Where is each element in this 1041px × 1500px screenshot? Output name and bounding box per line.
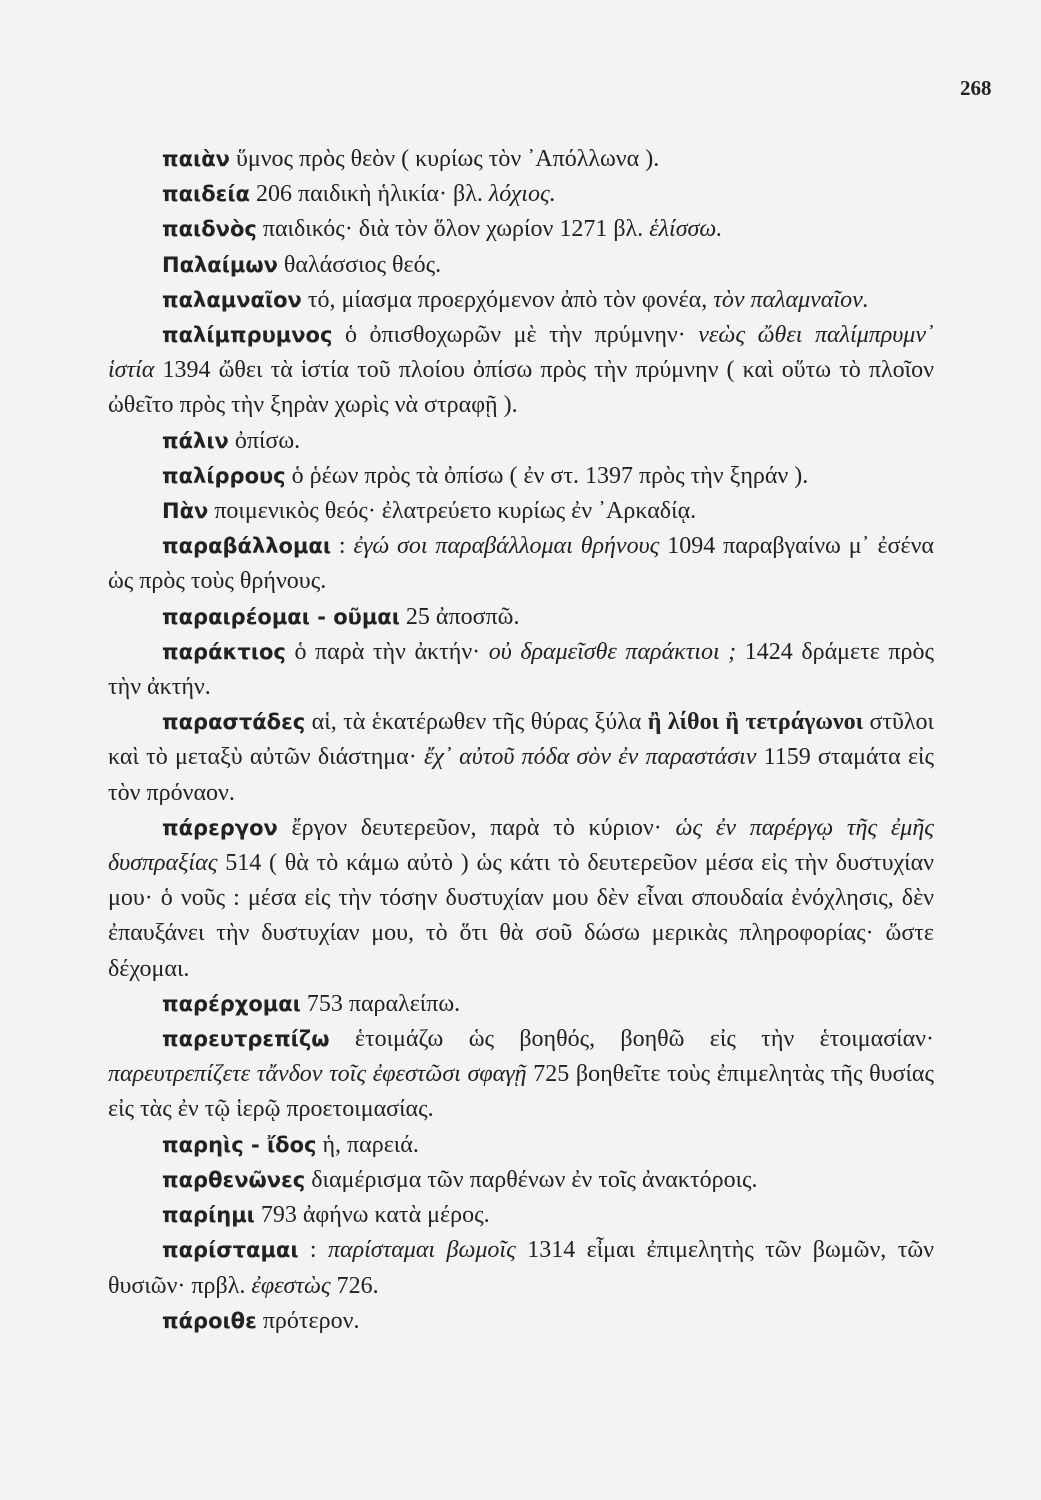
entry-headword: παιὰν — [162, 147, 230, 171]
glossary-entry — [108, 177, 934, 212]
citation-text: παρίσταμαι βωμοῖς — [327, 1237, 516, 1264]
glossary-entry — [108, 987, 934, 1022]
citation-text: λόχιος. — [488, 181, 556, 208]
glossary-entry — [108, 212, 934, 247]
glossary-entry — [108, 1304, 934, 1339]
definition-text: πρότερον. — [256, 1307, 360, 1334]
glossary-entry — [108, 1163, 934, 1198]
definition-text: ποιμενικὸς θεός· ἐλατρεύετο κυρίως ἐν ᾿Αρκαδίᾳ. — [208, 498, 697, 525]
definition-text: διαμέρισμα τῶν παρθένων ἐν τοῖς ἀνακτόροις. — [305, 1166, 758, 1193]
entry-headword: παρίημι — [162, 1203, 255, 1228]
definition-text: ὕμνος πρὸς θεὸν ( κυρίως τὸν ᾿Απόλλωνα ). — [229, 146, 660, 172]
citation-text: ἔχ᾿ αὐτοῦ πόδα σὸν ἐν παραστάσιν — [423, 744, 757, 771]
glossary-entry — [108, 494, 934, 529]
entry-headword: παράκτιος — [162, 639, 286, 664]
page-number: 268 — [960, 76, 992, 100]
citation-text: ἑλίσσω. — [649, 216, 723, 243]
glossary-entry — [108, 811, 934, 987]
definition-text: 25 ἀποσπῶ. — [399, 603, 520, 630]
citation-text: τὸν παλαμναῖον. — [713, 286, 869, 313]
citation-text: ἐφεστὼς — [251, 1272, 331, 1299]
glossary-entry — [108, 1233, 934, 1303]
definition-text: 1159 σταμάτα εἰς τὸν πρόναον. — [108, 744, 934, 806]
citation-text: ἐγώ σοι παραβάλλομαι θρήνους — [353, 533, 660, 560]
entry-headword: πάροιθε — [162, 1308, 257, 1333]
glossary-entry — [108, 142, 934, 177]
glossary-entry — [108, 248, 934, 283]
definition-text: 1314 εἶμαι ἐπιμελητὴς τῶν βωμῶν, τῶν θυσιῶν· πρβλ. — [108, 1237, 934, 1299]
entry-headword: παλαμναῖον — [162, 287, 302, 312]
entry-headword: πάρεργον — [162, 815, 278, 840]
definition-text: 725 βοηθεῖτε τοὺς ἐπιμελητὰς τῆς θυσίας εἰς τὰς ἐν τῷ ἱερῷ προετοιμασίας. — [108, 1061, 934, 1123]
entry-headword: παραβάλλομαι — [162, 534, 332, 559]
definition-text: 726. — [330, 1272, 379, 1299]
glossary-entry — [108, 705, 934, 811]
citation-text: παρευτρεπίζετε τἄνδον τοῖς ἐφεστῶσι σφαγῇ — [108, 1061, 527, 1088]
definition-text: 1424 δράμετε πρὸς τὴν ἀκτήν. — [108, 638, 935, 701]
entry-headword: Παλαίμων — [162, 252, 278, 277]
glossary-entry — [108, 635, 934, 705]
entry-headword: παιδεία — [162, 182, 250, 207]
glossary-entry — [108, 1022, 934, 1128]
entry-headword: παιδνὸς — [162, 217, 257, 242]
entry-headword: παλίμπρυμνος — [162, 323, 333, 348]
entry-headword: παρευτρεπίζω — [162, 1027, 330, 1052]
definition-text: στῦλοι καὶ τὸ μεταξὺ αὐτῶν διάστημα· — [108, 709, 935, 771]
definition-text: : — [331, 533, 354, 560]
glossary-entry — [108, 424, 934, 459]
entry-headword: παρέρχομαι — [162, 991, 301, 1016]
definition-text: αἱ, τὰ ἑκατέρωθεν τῆς θύρας ξύλα — [305, 709, 648, 736]
definition-text: : — [298, 1237, 328, 1264]
definition-text: 514 ( θὰ τὸ κάμω αὐτὸ ) ὡς κάτι τὸ δευτερεῦον μέσα εἰς τὴν δυστυχίαν μου· ὁ νοῦς : μέσα εἰς τὴν τόσην δυστυχίαν μου δὲν εἶναι σπουδαία ἐνόχλησις, δὲν ἐπαυξάνει τὴν δυστυχίαν μου, τὸ ὅτι θὰ σοῦ δώσω μερικὰς πληροφορίας· ὥστε δέχομαι. — [108, 850, 934, 982]
citation-text: οὐ δραμεῖσθε παράκτιοι ; — [488, 638, 737, 665]
glossary-entry — [108, 1198, 934, 1233]
entry-headword: παλίρρους — [162, 463, 286, 488]
glossary-entry — [108, 529, 934, 599]
definition-text: ὁ παρὰ τὴν ἀκτήν· — [285, 638, 489, 665]
definition-text: ὀπίσω. — [228, 427, 301, 454]
definition-text: 1094 παραβγαίνω μ᾿ ἐσένα ὡς πρὸς τοὺς θρήνους. — [108, 533, 934, 595]
entry-headword: πάλιν — [162, 428, 229, 453]
entry-headword: παραιρέομαι - οῦμαι — [162, 604, 400, 629]
entry-headword: παρηὶς - ἴδος — [162, 1132, 317, 1157]
entry-headword: παρίσταμαι — [162, 1238, 299, 1263]
definition-text: τό, μίασμα προερχόμενον ἀπὸ τὸν φονέα, — [301, 286, 714, 313]
definition-text: 206 παιδικὴ ἡλικία· βλ. — [249, 181, 489, 208]
glossary-entry — [108, 318, 934, 424]
definition-text: θαλάσσιος θεός. — [277, 251, 442, 278]
definition-text: ἡ, παρειά. — [316, 1131, 419, 1158]
citation-text: ὡς ἐν παρέργῳ τῆς ἐμῆς δυσπραξίας — [108, 814, 934, 877]
entry-headword: παραστάδες — [162, 710, 306, 735]
definition-text: ὁ ὀπισθοχωρῶν μὲ τὴν πρύμνην· — [332, 322, 699, 349]
definition-text: παιδικός· διὰ τὸν ὅλον χωρίον 1271 βλ. — [256, 216, 650, 243]
entry-headword: Πὰν — [162, 499, 209, 524]
emphasis-text: ἢ λίθοι ἢ τετράγωνοι — [647, 709, 864, 736]
glossary-entry — [108, 283, 934, 318]
entry-headword: παρθενῶνες — [162, 1167, 306, 1192]
glossary-entry — [108, 1128, 934, 1163]
definition-text: ὁ ῥέων πρὸς τὰ ὀπίσω ( ἐν στ. 1397 πρὸς τὴν ξηράν ). — [285, 462, 809, 489]
glossary-entry — [108, 459, 934, 494]
glossary-entries — [108, 142, 934, 1339]
definition-text: 753 παραλείπω. — [300, 990, 461, 1017]
definition-text: 1394 ὤθει τὰ ἱστία τοῦ πλοίου ὀπίσω πρὸς τὴν πρύμνην ( καὶ οὕτω τὸ πλοῖον ὠθεῖτο πρὸς τὴν ξηρὰν χωρὶς νὰ στραφῇ ). — [108, 357, 934, 419]
definition-text: ἑτοιμάζω ὡς βοηθός, βοηθῶ εἰς τὴν ἑτοιμασίαν· — [329, 1026, 934, 1053]
glossary-entry — [108, 600, 934, 635]
definition-text: ἔργον δευτερεῦον, παρὰ τὸ κύριον· — [277, 814, 676, 841]
citation-text: νεὼς ὤθει παλίμπρυμν᾿ ἱστία — [108, 322, 934, 384]
definition-text: 793 ἀφήνω κατὰ μέρος. — [254, 1202, 490, 1229]
